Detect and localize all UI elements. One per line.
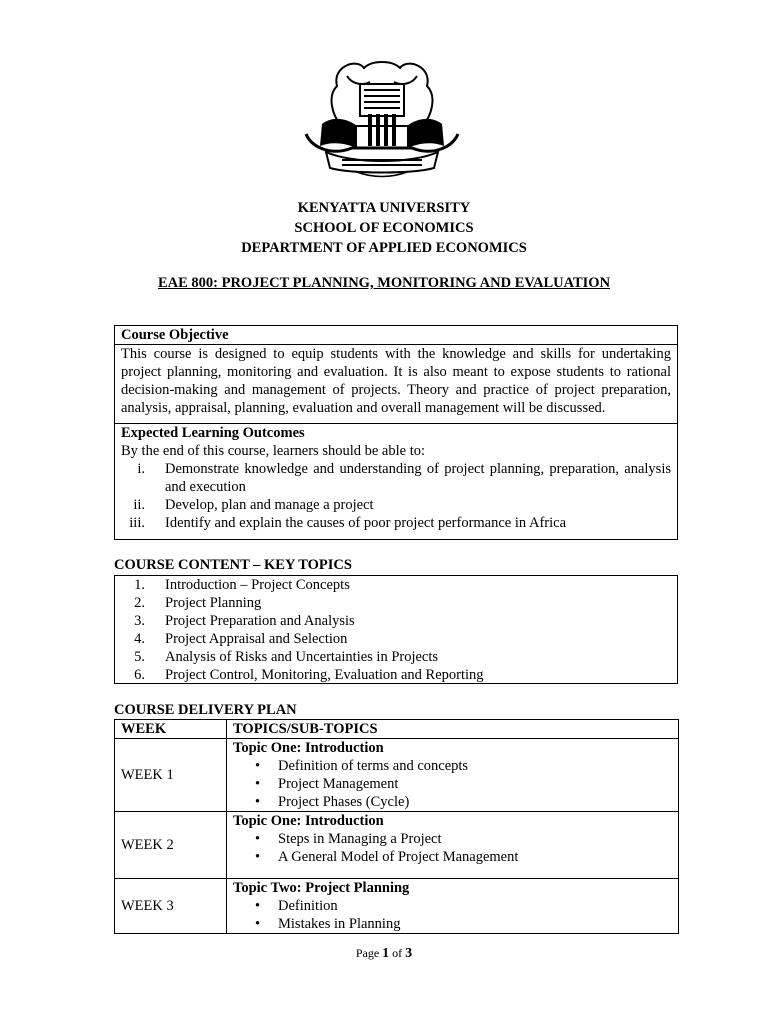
outcomes-heading: Expected Learning Outcomes [121, 425, 305, 441]
of-word: of [392, 946, 403, 960]
topics-cell: Topic Two: Project Planning • Definition • Mistakes in Planning [227, 879, 679, 934]
list-item: 2. Project Planning [134, 595, 262, 611]
list-item: • Project Phases (Cycle) [233, 793, 672, 811]
table-header-row [115, 720, 679, 739]
page-total: 3 [405, 946, 413, 961]
list-item: 5. Analysis of Risks and Uncertainties in Projects [134, 649, 439, 665]
week-cell: WEEK 3 [115, 879, 227, 934]
course-content-box [114, 575, 678, 684]
list-item: 1. Introduction – Project Concepts [134, 577, 350, 593]
university-crest-logo [302, 56, 462, 182]
list-item: • A General Model of Project Management [233, 848, 672, 866]
table-row [115, 812, 679, 879]
list-item: • Definition of terms and concepts [233, 757, 672, 775]
topics-cell: Topic One: Introduction • Definition of terms and concepts • Project Management • Project Phases (Cycle) [227, 739, 679, 812]
list-item: 3. Project Preparation and Analysis [134, 613, 355, 629]
department-name: DEPARTMENT OF APPLIED ECONOMICS [241, 240, 527, 256]
topics-list [115, 576, 677, 684]
list-item: • Project Management [233, 775, 672, 793]
week-cell: WEEK 2 [115, 812, 227, 879]
objective-outcomes-box [114, 325, 678, 540]
list-item: • Steps in Managing a Project [233, 830, 672, 848]
objective-text: This course is designed to equip students with the knowledge and skills for undertaking project planning, monitoring and evaluation. It is also meant to expose students to rational decision-making and management of projects. Theory and practice of project preparation, analysis, appraisal, planning, evaluation and overall management will be discussed. [121, 346, 671, 416]
list-item: i. Demonstrate knowledge and understanding of project planning, preparation, analysis and execution [137, 461, 671, 495]
list-item: iii. Identify and explain the causes of poor project performance in Africa [129, 515, 567, 531]
list-item: 6. Project Control, Monitoring, Evaluation and Reporting [134, 667, 484, 683]
page-number: 1 [382, 946, 390, 961]
list-item: • Mistakes in Planning [233, 915, 672, 933]
list-item: ii. Develop, plan and manage a project [133, 497, 374, 513]
delivery-plan-table [114, 719, 679, 934]
table-row [115, 879, 679, 934]
page-footer [0, 946, 768, 962]
list-item: 4. Project Appraisal and Selection [134, 631, 348, 647]
topics-cell: Topic One: Introduction • Steps in Managing a Project • A General Model of Project Management [227, 812, 679, 879]
page-word: Page [355, 946, 380, 960]
course-title: EAE 800: PROJECT PLANNING, MONITORING AND EVALUATION [157, 275, 611, 291]
outcomes-intro: By the end of this course, learners should be able to: [121, 443, 426, 459]
week-column-header: WEEK [115, 720, 227, 739]
course-content-heading: COURSE CONTENT – KEY TOPICS [114, 557, 352, 573]
topics-column-header: TOPICS/SUB-TOPICS [227, 720, 679, 739]
week-cell: WEEK 1 [115, 739, 227, 812]
school-name: SCHOOL OF ECONOMICS [294, 220, 474, 236]
outcomes-list [115, 460, 677, 532]
list-item: • Definition [233, 897, 672, 915]
university-name: KENYATTA UNIVERSITY [297, 200, 471, 216]
delivery-plan-heading: COURSE DELIVERY PLAN [114, 702, 297, 718]
table-row [115, 739, 679, 812]
objective-heading: Course Objective [121, 327, 229, 343]
